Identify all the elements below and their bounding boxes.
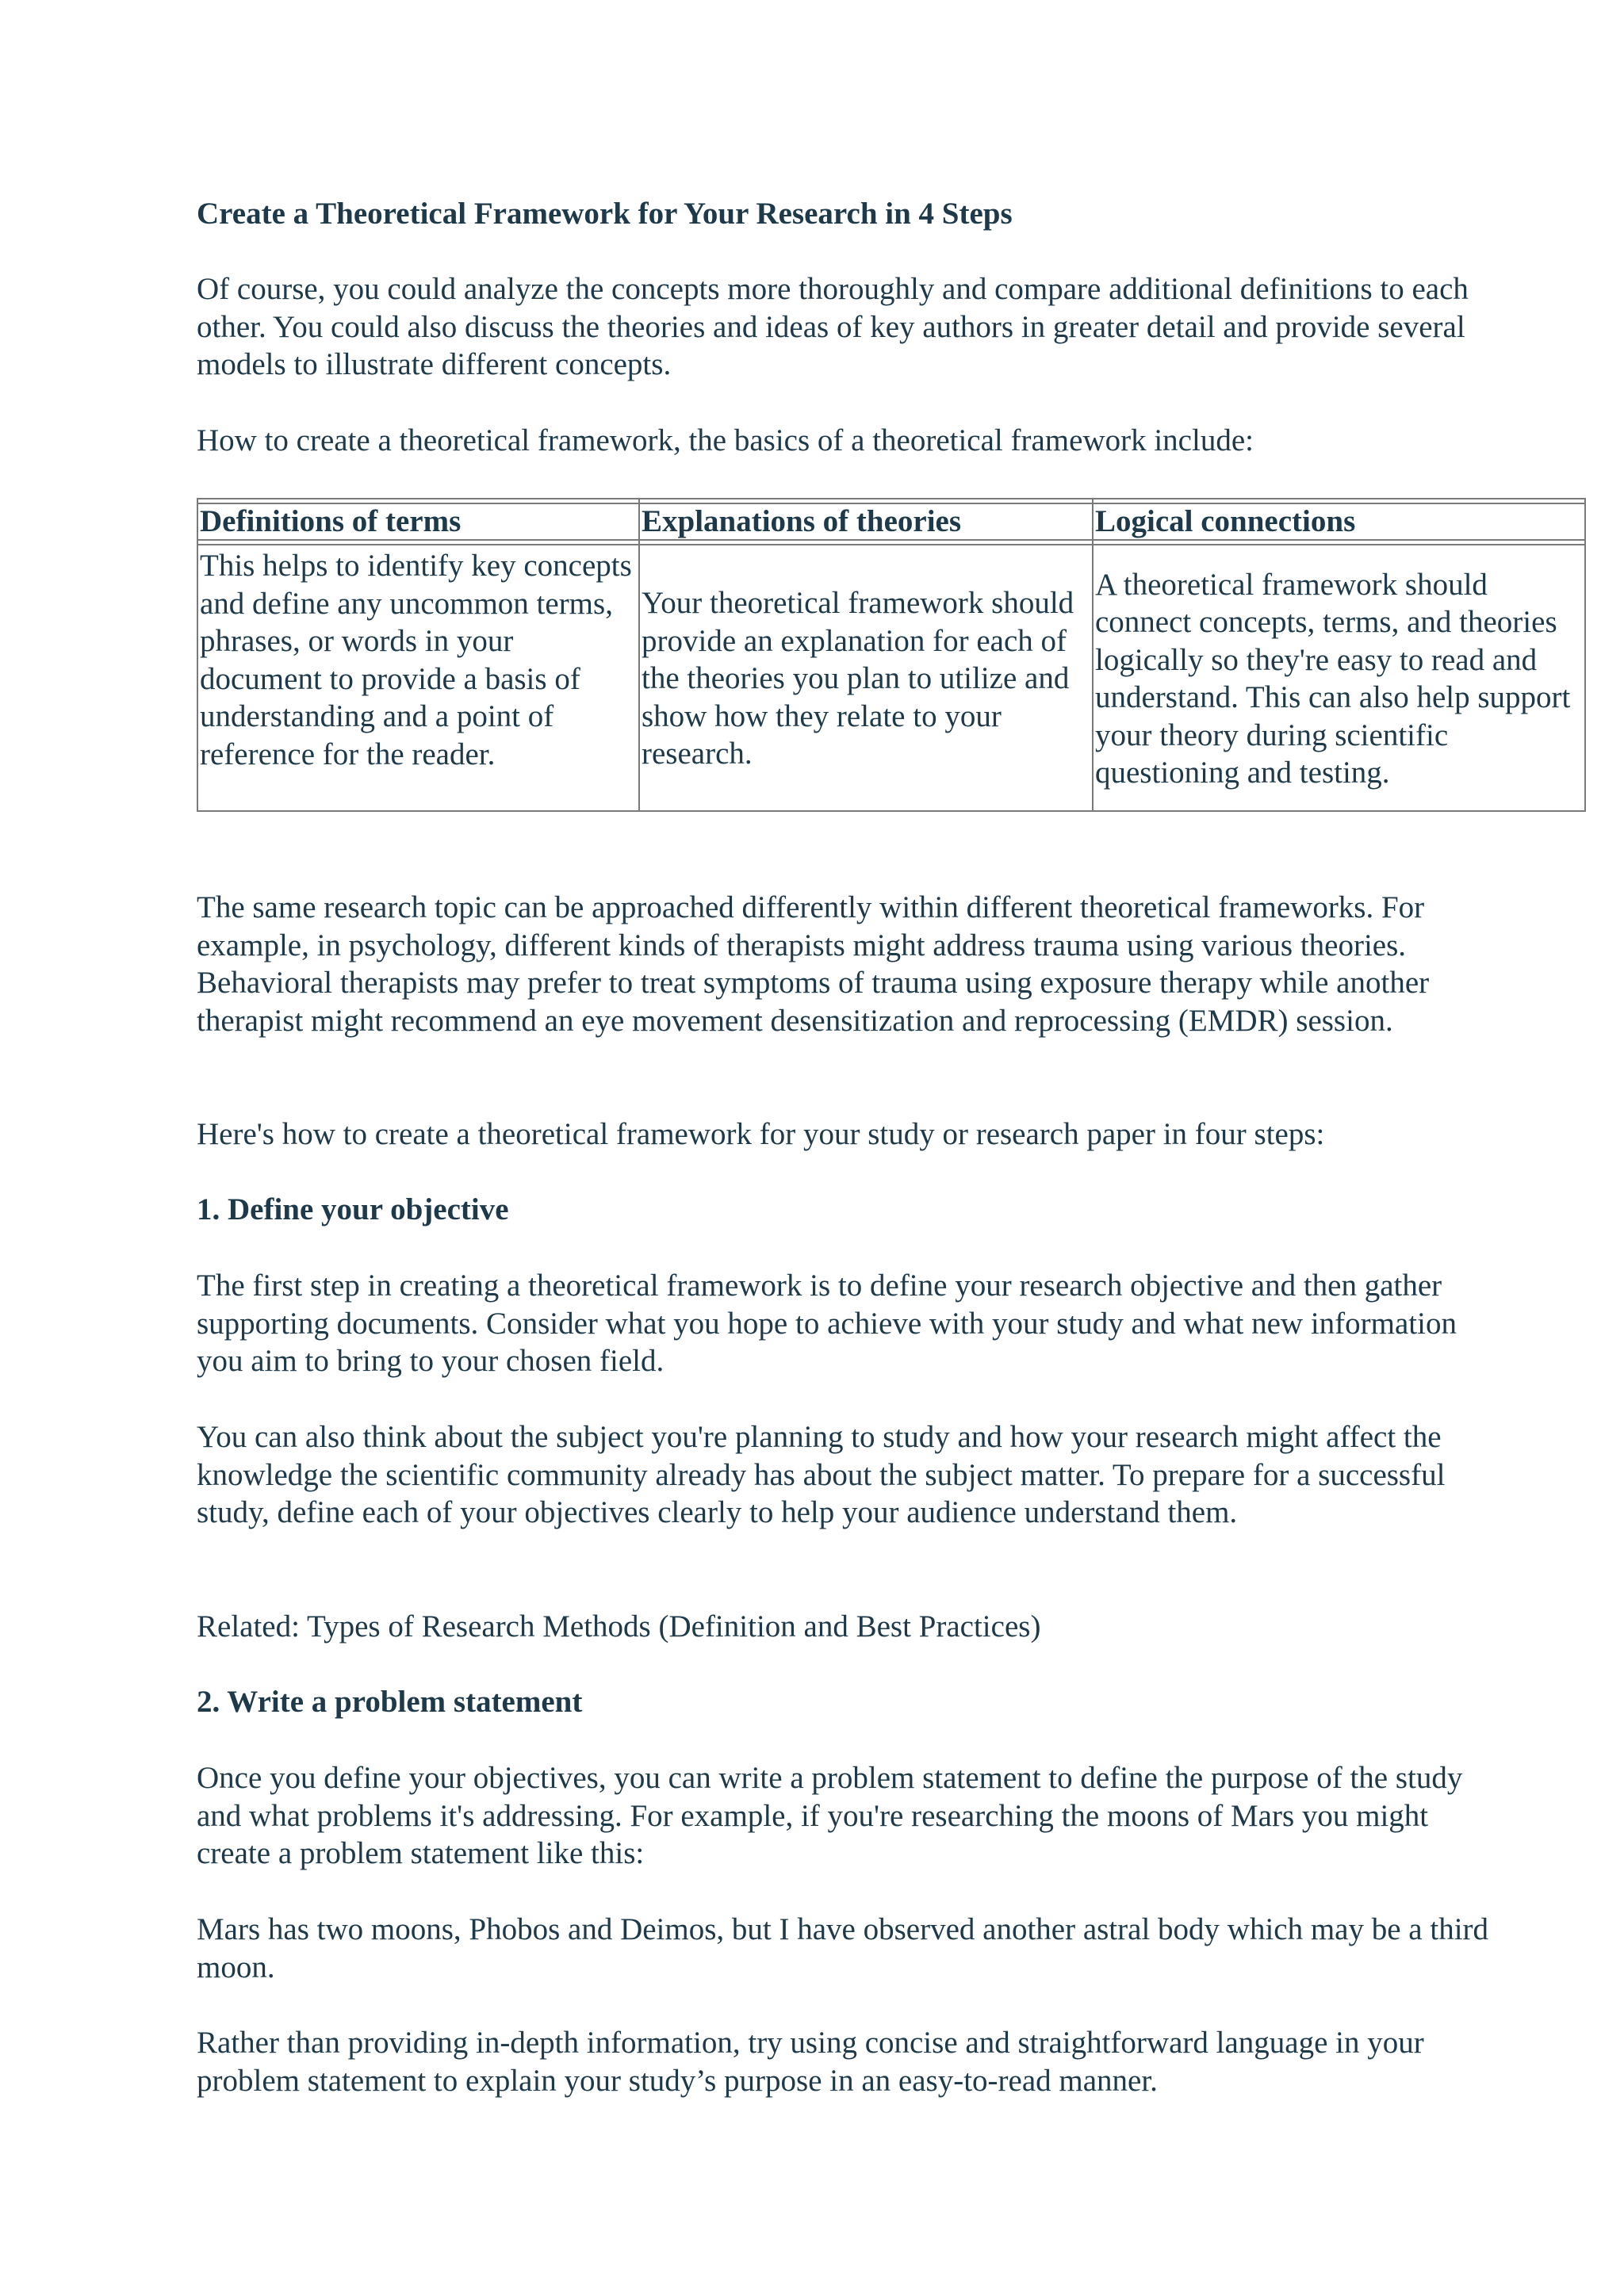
table-header-definitions: Definitions of terms bbox=[200, 504, 462, 538]
problem-statement-example: Mars has two moons, Phobos and Deimos, but I have observed another astral body which may be a third moon. bbox=[197, 1912, 1489, 1984]
table-cell-explanations bbox=[640, 547, 1090, 810]
table-header-explanations: Explanations of theories bbox=[642, 504, 962, 538]
table-cell-connections bbox=[1094, 547, 1586, 810]
page-title: Create a Theoretical Framework for Your Research in 4 Steps bbox=[197, 197, 1013, 231]
related-article-text: Related: Types of Research Methods (Definition and Best Practices) bbox=[197, 1609, 1041, 1644]
table-cell-text: A theoretical framework should connect concepts, terms, and theories logically so they're easy to read and understand. This can also help support your theory during scientific questioning and testing. bbox=[1095, 567, 1571, 790]
table-header-connections: Logical connections bbox=[1095, 504, 1356, 538]
step-2-paragraph-1: Once you define your objectives, you can write a problem statement to define the purpose of the study and what problems it's addressing. For example, if you're researching the moons of Mars you might create a problem statement like this: bbox=[197, 1761, 1463, 1870]
intro-paragraph-2: How to create a theoretical framework, the basics of a theoretical framework include: bbox=[197, 423, 1254, 457]
table-cell-text: This helps to identify key concepts and define any uncommon terms, phrases, or words in your document to provide a basis of understanding and a point of reference for the reader. bbox=[200, 549, 632, 771]
same-topic-paragraph: The same research topic can be approached differently within different theoretical frameworks. For example, in psychology, different kinds of therapists might address trauma using various theories. Behavioral therapists may prefer to treat symptoms of trauma using exposure therapy while another therapist might recommend an eye movement desensitization and reprocessing (EMDR) session. bbox=[197, 890, 1430, 1038]
heres-how-paragraph: Here's how to create a theoretical framework for your study or research paper in four steps: bbox=[197, 1117, 1325, 1151]
table-cell-definitions bbox=[198, 547, 638, 810]
step-2-paragraph-3: Rather than providing in-depth information, try using concise and straightforward language in your problem statement to explain your study’s purpose in an easy-to-read manner. bbox=[197, 2026, 1424, 2098]
framework-basics-table bbox=[197, 498, 1586, 812]
step-2-heading: 2. Write a problem statement bbox=[197, 1685, 583, 1719]
table-cell-text: Your theoretical framework should provide an explanation for each of the theories you plan to utilize and show how they relate to your research. bbox=[642, 586, 1074, 771]
step-1-paragraph-2: You can also think about the subject you're planning to study and how your research might affect the knowledge the scientific community already has about the subject matter. To prepare for a successful study, define each of your objectives clearly to help your audience understand them. bbox=[197, 1420, 1446, 1529]
step-1-paragraph-1: The first step in creating a theoretical framework is to define your research objective and then gather supporting documents. Consider what you hope to achieve with your study and what new information you aim to bring to your chosen field. bbox=[197, 1269, 1457, 1378]
step-1-heading: 1. Define your objective bbox=[197, 1192, 509, 1226]
intro-paragraph-1: Of course, you could analyze the concepts more thoroughly and compare additional definitions to each other. You could also discuss the theories and ideas of key authors in greater detail and provide several models to illustrate different concepts. bbox=[197, 272, 1469, 381]
table-header-rule-double bbox=[198, 544, 1584, 545]
